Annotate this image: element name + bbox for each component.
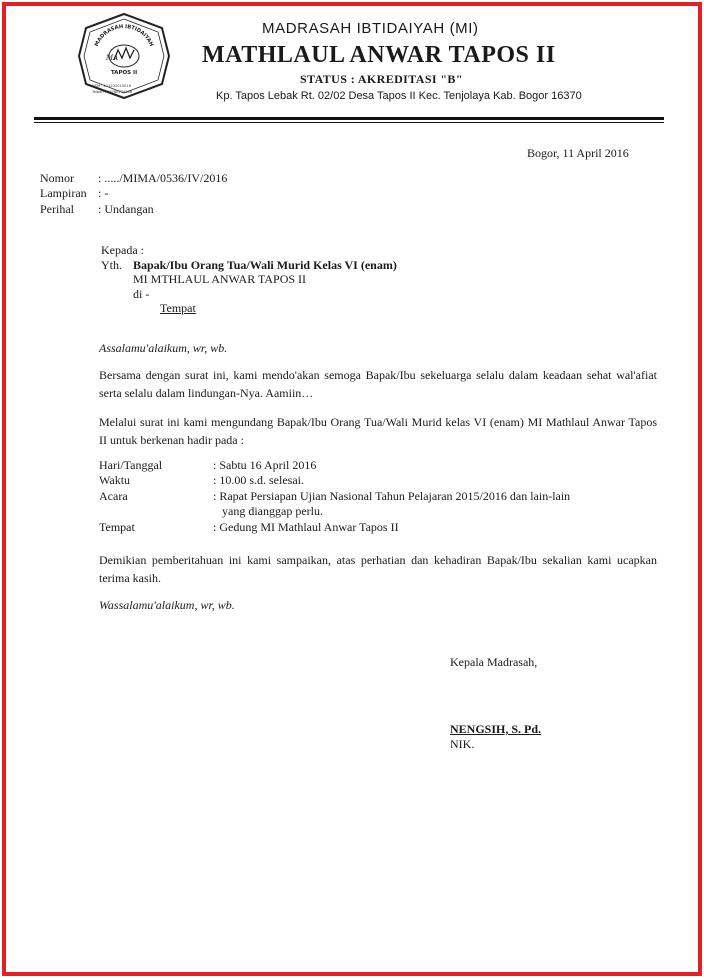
logo-bottom-text: TAPOS II bbox=[110, 70, 138, 76]
signature-title: Kepala Madrasah, bbox=[450, 655, 538, 669]
logo-ring-text: MADRASAH IBTIDAIYAH bbox=[93, 23, 155, 48]
recipient-name: Bapak/Ibu Orang Tua/Wali Murid Kelas VI (enam) bbox=[133, 258, 397, 272]
paragraph-1: Bersama dengan surat ini, kami mendo'akan semoga Bapak/Ibu sekeluarga selalu dalam keadaan sehat wal'afiat serta selalu dalam lindungan-Nya. Aamiin… bbox=[99, 368, 657, 400]
recipient-institution: MI MTHLAUL ANWAR TAPOS II bbox=[133, 272, 307, 286]
school-address: Kp. Tapos Lebak Rt. 02/02 Desa Tapos II Kec. Tenjolaya Kab. Bogor 16370 bbox=[216, 90, 582, 102]
kepada-label: Kepada : bbox=[101, 243, 144, 257]
logo-nsm-line: NSM : 111232010018 bbox=[92, 84, 132, 88]
closing-paragraph: Demikian pemberitahuan ini kami sampaikan, atas perhatian dan kehadiran Bapak/Ibu sekalian kami ucapkan terima kasih. bbox=[99, 553, 657, 585]
closing-greeting: Wassalamu'alaikum, wr, wb. bbox=[99, 598, 235, 612]
yth-label: Yth. bbox=[101, 258, 122, 272]
hari-label: Hari/Tanggal bbox=[99, 458, 163, 472]
nomor-value: : ...../MIMA/0536/IV/2016 bbox=[98, 171, 228, 185]
tempat-value: : Gedung MI Mathlaul Anwar Tapos II bbox=[213, 520, 399, 534]
recipient-di: di - bbox=[133, 287, 150, 301]
opening-greeting: Assalamu'alaikum, wr, wb. bbox=[99, 341, 228, 355]
school-name: MATHLAUL ANWAR TAPOS II bbox=[202, 42, 556, 68]
signature-name: NENGSIH, S. Pd. bbox=[450, 722, 542, 736]
logo-phone-line: Telpon : 08788774006 bbox=[92, 90, 133, 94]
nomor-label: Nomor bbox=[40, 171, 74, 185]
perihal-label: Perihal bbox=[40, 202, 74, 216]
perihal-value: : Undangan bbox=[98, 202, 154, 216]
letterhead-rule-thick bbox=[34, 117, 664, 120]
signature-nik: NIK. bbox=[450, 737, 475, 751]
school-type: MADRASAH IBTIDAIYAH (MI) bbox=[262, 20, 479, 37]
logo-center-text: MA bbox=[106, 54, 119, 62]
waktu-value: : 10.00 s.d. selesai. bbox=[213, 473, 304, 487]
acara-value-line2: yang dianggap perlu. bbox=[222, 504, 323, 518]
recipient-tempat: Tempat bbox=[160, 301, 196, 315]
acara-value-line1: : Rapat Persiapan Ujian Nasional Tahun Pelajaran 2015/2016 dan lain-lain bbox=[213, 489, 571, 503]
letterhead-rule-thin bbox=[34, 122, 664, 123]
accreditation-status: STATUS : AKREDITASI "B" bbox=[300, 72, 463, 86]
tempat-label: Tempat bbox=[99, 520, 135, 534]
acara-label: Acara bbox=[99, 489, 128, 503]
letter-date: Bogor, 11 April 2016 bbox=[527, 146, 629, 160]
waktu-label: Waktu bbox=[99, 473, 131, 487]
paragraph-2: Melalui surat ini kami mengundang Bapak/Ibu Orang Tua/Wali Murid kelas VI (enam) MI Mathlaul Anwar Tapos II untuk berkenan hadir pada : bbox=[99, 415, 657, 447]
hari-value: : Sabtu 16 April 2016 bbox=[213, 458, 317, 472]
lampiran-value: : - bbox=[98, 186, 109, 200]
lampiran-label: Lampiran bbox=[40, 186, 87, 200]
